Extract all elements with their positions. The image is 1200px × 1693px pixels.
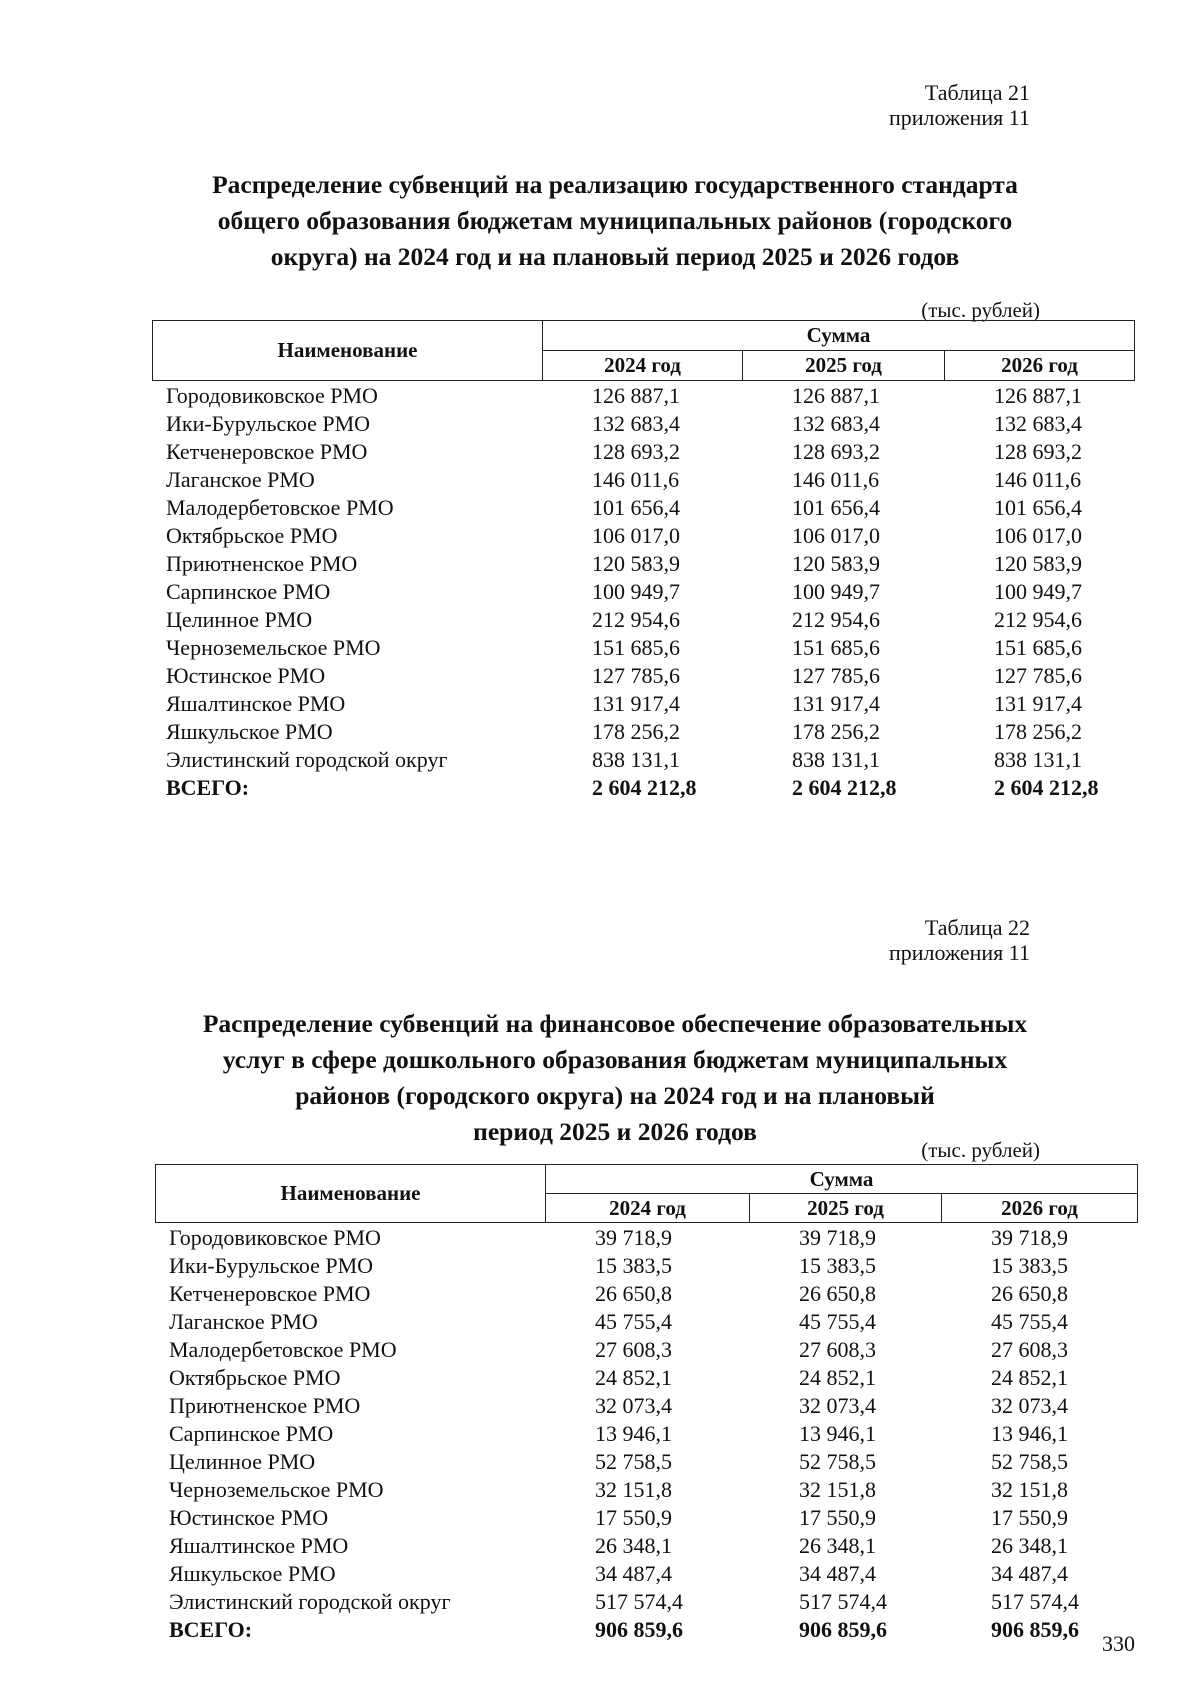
table-row <box>155 1588 1137 1616</box>
table-row <box>155 1308 1137 1336</box>
amount-cell: 34 487,4 <box>991 1561 1068 1586</box>
amount-cell: 178 256,2 <box>592 719 680 744</box>
district-name-cell: Яшкульское РМО <box>169 1561 336 1586</box>
amount-cell: 32 151,8 <box>595 1477 672 1502</box>
table21-header <box>152 320 1135 381</box>
amount-cell: 838 131,1 <box>994 747 1082 772</box>
column-header-2026: 2026 год <box>945 351 1135 381</box>
amount-cell: 26 650,8 <box>991 1281 1068 1306</box>
district-name-cell: Лаганское РМО <box>169 1309 318 1334</box>
table-row <box>155 1252 1137 1280</box>
amount-cell: 100 949,7 <box>994 579 1082 604</box>
amount-cell: 120 583,9 <box>994 551 1082 576</box>
amount-cell: 39 718,9 <box>799 1225 876 1250</box>
amount-cell: 26 348,1 <box>595 1533 672 1558</box>
column-header-name: Наименование <box>153 321 543 381</box>
table22-title <box>150 1006 1080 1150</box>
column-header-2024: 2024 год <box>543 351 743 381</box>
amount-cell: 26 348,1 <box>991 1533 1068 1558</box>
district-name-cell: Целинное РМО <box>169 1449 316 1474</box>
amount-cell: 15 383,5 <box>991 1253 1068 1278</box>
district-name-cell: Городовиковское РМО <box>169 1225 381 1250</box>
amount-cell: 126 887,1 <box>592 383 680 408</box>
amount-cell: 13 946,1 <box>595 1421 672 1446</box>
table-row <box>152 494 1134 522</box>
column-header-2025: 2025 год <box>750 1194 942 1223</box>
amount-cell: 15 383,5 <box>799 1253 876 1278</box>
amount-cell: 178 256,2 <box>994 719 1082 744</box>
table-row <box>155 1224 1137 1252</box>
table-row <box>152 662 1134 690</box>
table-row <box>152 746 1134 774</box>
table-row <box>155 1280 1137 1308</box>
district-name-cell: Юстинское РМО <box>166 663 326 688</box>
amount-cell: 212 954,6 <box>994 607 1082 632</box>
column-header-sum: Сумма <box>543 321 1135 351</box>
column-header-2025: 2025 год <box>743 351 945 381</box>
table-row <box>152 550 1134 578</box>
amount-cell: 26 348,1 <box>799 1533 876 1558</box>
table-row <box>152 578 1134 606</box>
table-row <box>152 382 1134 410</box>
district-name-cell: Октябрьское РМО <box>169 1365 341 1390</box>
total-row <box>155 1616 1137 1644</box>
table21-number: Таблица 21 <box>924 80 1030 105</box>
amount-cell: 838 131,1 <box>792 747 880 772</box>
district-name-cell: Лаганское РМО <box>166 467 315 492</box>
amount-cell: 101 656,4 <box>994 495 1082 520</box>
district-name-cell: Кетченеровское РМО <box>166 439 368 464</box>
district-name-cell: Ики-Бурульское РМО <box>166 411 371 436</box>
table-row <box>155 1336 1137 1364</box>
table21-title-line: общего образования бюджетам муниципальных районов (городского <box>217 206 1013 235</box>
amount-cell: 127 785,6 <box>994 663 1082 688</box>
amount-cell: 127 785,6 <box>792 663 880 688</box>
amount-cell: 132 683,4 <box>994 411 1082 436</box>
amount-cell: 39 718,9 <box>595 1225 672 1250</box>
total-row <box>152 774 1134 802</box>
table-row <box>152 438 1134 466</box>
table22-header <box>155 1164 1138 1223</box>
district-name-cell: Малодербетовское РМО <box>169 1337 397 1362</box>
amount-cell: 126 887,1 <box>792 383 880 408</box>
amount-cell: 517 574,4 <box>799 1589 887 1614</box>
amount-cell: 146 011,6 <box>592 467 680 492</box>
table-row <box>155 1364 1137 1392</box>
column-header-sum: Сумма <box>546 1165 1138 1194</box>
amount-cell: 26 650,8 <box>595 1281 672 1306</box>
amount-cell: 24 852,1 <box>799 1365 876 1390</box>
column-header-2024: 2024 год <box>546 1194 750 1223</box>
table21-title-line: Распределение субвенций на реализацию государственного стандарта <box>212 170 1018 199</box>
table-row <box>155 1560 1137 1588</box>
amount-cell: 146 011,6 <box>792 467 880 492</box>
amount-cell: 212 954,6 <box>792 607 880 632</box>
table22-title-line: период 2025 и 2026 годов <box>473 1117 757 1146</box>
district-name-cell: Яшалтинское РМО <box>169 1533 349 1558</box>
table-row <box>152 522 1134 550</box>
amount-cell: 45 755,4 <box>991 1309 1068 1334</box>
total-amount-cell: 906 859,6 <box>799 1617 887 1642</box>
amount-cell: 52 758,5 <box>595 1449 672 1474</box>
amount-cell: 106 017,0 <box>592 523 680 548</box>
table-row <box>155 1420 1137 1448</box>
table21-units: (тыс. рублей) <box>921 298 1040 322</box>
amount-cell: 15 383,5 <box>595 1253 672 1278</box>
amount-cell: 26 650,8 <box>799 1281 876 1306</box>
district-name-cell: Целинное РМО <box>166 607 313 632</box>
table-row <box>152 634 1134 662</box>
table22-title-line: услуг в сфере дошкольного образования бюджетам муниципальных <box>222 1045 1008 1074</box>
district-name-cell: Ики-Бурульское РМО <box>169 1253 374 1278</box>
amount-cell: 131 917,4 <box>592 691 680 716</box>
table21-title <box>150 167 1080 275</box>
amount-cell: 106 017,0 <box>792 523 880 548</box>
amount-cell: 34 487,4 <box>799 1561 876 1586</box>
amount-cell: 24 852,1 <box>595 1365 672 1390</box>
amount-cell: 151 685,6 <box>792 635 880 660</box>
total-amount-cell: 906 859,6 <box>595 1617 683 1642</box>
district-name-cell: Приютненское РМО <box>166 551 358 576</box>
table-row <box>152 466 1134 494</box>
amount-cell: 151 685,6 <box>994 635 1082 660</box>
district-name-cell: Яшкульское РМО <box>166 719 333 744</box>
amount-cell: 128 693,2 <box>592 439 680 464</box>
amount-cell: 27 608,3 <box>991 1337 1068 1362</box>
total-label: ВСЕГО: <box>169 1617 253 1642</box>
table-row <box>155 1504 1137 1532</box>
amount-cell: 517 574,4 <box>595 1589 683 1614</box>
amount-cell: 32 151,8 <box>799 1477 876 1502</box>
column-header-2026: 2026 год <box>942 1194 1138 1223</box>
amount-cell: 101 656,4 <box>592 495 680 520</box>
district-name-cell: Приютненское РМО <box>169 1393 361 1418</box>
amount-cell: 517 574,4 <box>991 1589 1079 1614</box>
total-amount-cell: 2 604 212,8 <box>792 775 897 800</box>
total-amount-cell: 2 604 212,8 <box>994 775 1099 800</box>
district-name-cell: Кетченеровское РМО <box>169 1281 371 1306</box>
district-name-cell: Яшалтинское РМО <box>166 691 346 716</box>
district-name-cell: Малодербетовское РМО <box>166 495 394 520</box>
district-name-cell: Сарпинское РМО <box>169 1421 334 1446</box>
amount-cell: 17 550,9 <box>799 1505 876 1530</box>
amount-cell: 178 256,2 <box>792 719 880 744</box>
table22-body <box>155 1224 1137 1644</box>
table21-reference <box>889 80 1030 130</box>
amount-cell: 32 073,4 <box>595 1393 672 1418</box>
amount-cell: 13 946,1 <box>991 1421 1068 1446</box>
amount-cell: 27 608,3 <box>799 1337 876 1362</box>
page-number: 330 <box>1102 1631 1135 1656</box>
amount-cell: 32 073,4 <box>799 1393 876 1418</box>
total-amount-cell: 906 859,6 <box>991 1617 1079 1642</box>
table21-title-line: округа) на 2024 год и на плановый период 2025 и 2026 годов <box>270 242 960 271</box>
amount-cell: 120 583,9 <box>592 551 680 576</box>
table21-rows <box>152 382 1134 802</box>
amount-cell: 128 693,2 <box>792 439 880 464</box>
amount-cell: 131 917,4 <box>792 691 880 716</box>
amount-cell: 120 583,9 <box>792 551 880 576</box>
amount-cell: 132 683,4 <box>792 411 880 436</box>
table-row <box>152 606 1134 634</box>
amount-cell: 100 949,7 <box>592 579 680 604</box>
amount-cell: 128 693,2 <box>994 439 1082 464</box>
district-name-cell: Черноземельское РМО <box>166 635 381 660</box>
amount-cell: 45 755,4 <box>595 1309 672 1334</box>
table22-number: Таблица 22 <box>924 915 1030 940</box>
amount-cell: 151 685,6 <box>592 635 680 660</box>
district-name-cell: Юстинское РМО <box>169 1505 329 1530</box>
amount-cell: 132 683,4 <box>592 411 680 436</box>
amount-cell: 127 785,6 <box>592 663 680 688</box>
table-row <box>155 1448 1137 1476</box>
table-row <box>155 1532 1137 1560</box>
total-amount-cell: 2 604 212,8 <box>592 775 697 800</box>
table-row <box>152 690 1134 718</box>
amount-cell: 32 151,8 <box>991 1477 1068 1502</box>
district-name-cell: Элистинский городской округ <box>169 1589 451 1614</box>
amount-cell: 52 758,5 <box>991 1449 1068 1474</box>
table22-reference <box>889 915 1030 965</box>
amount-cell: 838 131,1 <box>592 747 680 772</box>
table22-title-line: Распределение субвенций на финансовое обеспечение образовательных <box>202 1009 1028 1038</box>
amount-cell: 27 608,3 <box>595 1337 672 1362</box>
amount-cell: 212 954,6 <box>592 607 680 632</box>
amount-cell: 100 949,7 <box>792 579 880 604</box>
amount-cell: 126 887,1 <box>994 383 1082 408</box>
table22-units: (тыс. рублей) <box>921 1138 1040 1162</box>
district-name-cell: Городовиковское РМО <box>166 383 378 408</box>
table21-body <box>152 382 1134 802</box>
district-name-cell: Черноземельское РМО <box>169 1477 384 1502</box>
table-row <box>152 718 1134 746</box>
table22-title-line: районов (городского округа) на 2024 год и на плановый <box>295 1081 935 1110</box>
total-label: ВСЕГО: <box>166 775 250 800</box>
district-name-cell: Октябрьское РМО <box>166 523 338 548</box>
table-row <box>155 1476 1137 1504</box>
amount-cell: 32 073,4 <box>991 1393 1068 1418</box>
amount-cell: 101 656,4 <box>792 495 880 520</box>
amount-cell: 45 755,4 <box>799 1309 876 1334</box>
amount-cell: 24 852,1 <box>991 1365 1068 1390</box>
amount-cell: 17 550,9 <box>991 1505 1068 1530</box>
amount-cell: 52 758,5 <box>799 1449 876 1474</box>
amount-cell: 34 487,4 <box>595 1561 672 1586</box>
table-row <box>155 1392 1137 1420</box>
amount-cell: 17 550,9 <box>595 1505 672 1530</box>
table22-rows <box>155 1224 1137 1644</box>
district-name-cell: Элистинский городской округ <box>166 747 448 772</box>
amount-cell: 131 917,4 <box>994 691 1082 716</box>
table22-appendix: приложения 11 <box>888 940 1030 965</box>
amount-cell: 39 718,9 <box>991 1225 1068 1250</box>
table-row <box>152 410 1134 438</box>
district-name-cell: Сарпинское РМО <box>166 579 331 604</box>
column-header-name: Наименование <box>156 1165 546 1223</box>
amount-cell: 146 011,6 <box>994 467 1082 492</box>
amount-cell: 106 017,0 <box>994 523 1082 548</box>
table21-appendix: приложения 11 <box>888 105 1030 130</box>
amount-cell: 13 946,1 <box>799 1421 876 1446</box>
